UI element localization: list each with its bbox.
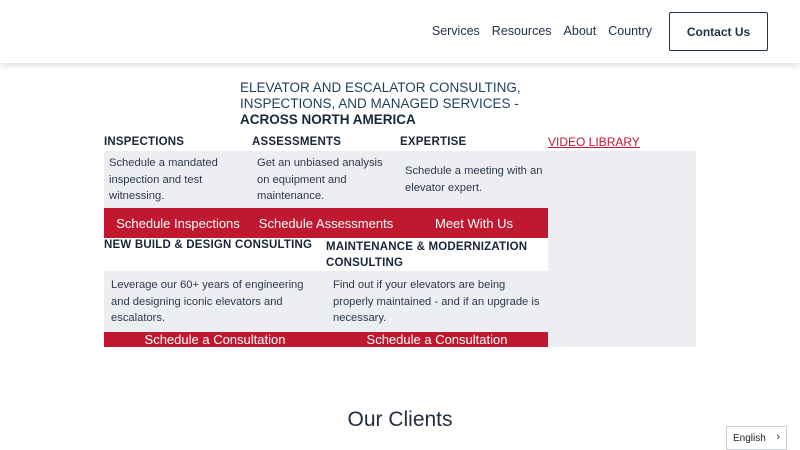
video-library-link[interactable]: VIDEO LIBRARY (548, 135, 640, 149)
language-label: English (733, 432, 766, 444)
maintenance-title: MAINTENANCE & MODERNIZATION CONSULTING (326, 241, 528, 269)
expertise-description: Schedule a meeting with an elevator expert. (405, 165, 543, 194)
assessments-description: Get an unbiased analysis on equipment and maintenance. (257, 157, 383, 202)
maintenance-consultation-button[interactable]: Schedule a Consultation (366, 332, 508, 347)
inspections-description: Schedule a mandated inspection and test witnessing. (109, 157, 218, 202)
schedule-assessments-button[interactable]: Schedule Assessments (258, 215, 394, 231)
nav-resources[interactable]: Resources (491, 24, 552, 38)
clients-heading: Our Clients (347, 408, 453, 431)
maintenance-description: Find out if your elevators are being properly maintained - and if an upgrade is necessary. (333, 279, 540, 324)
new-build-title: NEW BUILD & DESIGN CONSULTING (104, 239, 313, 251)
chevron-right-icon: › (776, 431, 780, 443)
inspections-title: INSPECTIONS (104, 136, 185, 148)
intro-text: ELEVATOR AND ESCALATOR CONSULTING, INSPECTIONS, AND MANAGED SERVICES - (240, 80, 521, 111)
nav-services[interactable]: Services (431, 24, 480, 38)
nav-country[interactable]: Country (608, 24, 652, 38)
schedule-inspections-button[interactable]: Schedule Inspections (116, 215, 240, 231)
expertise-title: EXPERTISE (400, 136, 467, 148)
meet-with-us-button[interactable]: Meet With Us (434, 215, 513, 231)
main-nav (432, 24, 652, 38)
language-selector[interactable] (726, 426, 787, 450)
site-header (0, 0, 800, 63)
new-build-description: Leverage our 60+ years of engineering and designing iconic elevators and escalators. (111, 279, 304, 324)
contact-us-button[interactable]: Contact Us (669, 12, 768, 51)
nav-about[interactable]: About (563, 24, 597, 38)
intro-heading (240, 80, 570, 128)
new-build-consultation-button[interactable]: Schedule a Consultation (144, 332, 286, 347)
assessments-title: ASSESSMENTS (252, 136, 342, 148)
intro-emphasis: ACROSS NORTH AMERICA (240, 112, 416, 127)
